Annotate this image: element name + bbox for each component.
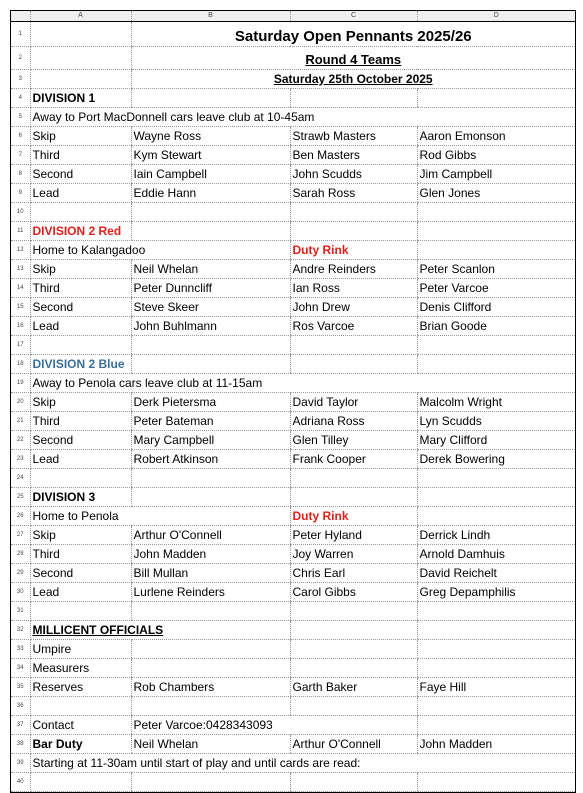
row-number: 27 (11, 526, 30, 545)
position-cell[interactable]: Lead (30, 184, 131, 203)
column-header-a[interactable]: A (30, 11, 131, 22)
cell[interactable] (417, 640, 575, 659)
cell[interactable] (290, 488, 417, 507)
player-cell[interactable]: David Taylor (290, 393, 417, 412)
row-number: 28 (11, 545, 30, 564)
row-number: 32 (11, 621, 30, 640)
row-number: 15 (11, 298, 30, 317)
cell[interactable] (417, 602, 575, 621)
player-cell[interactable]: Aaron Emonson (417, 127, 575, 146)
player-cell[interactable]: Iain Campbell (131, 165, 290, 184)
player-cell[interactable]: Steve Skeer (131, 298, 290, 317)
player-cell[interactable]: Ben Masters (290, 146, 417, 165)
row-number: 4 (11, 89, 30, 108)
row-number: 31 (11, 602, 30, 621)
player-cell[interactable]: Brian Goode (417, 317, 575, 336)
row-number: 34 (11, 659, 30, 678)
player-cell[interactable]: Mary Campbell (131, 431, 290, 450)
round-heading[interactable]: Round 4 Teams (131, 47, 575, 70)
column-header-d[interactable]: D (417, 11, 575, 22)
position-cell[interactable]: Third (30, 279, 131, 298)
player-cell[interactable]: Andre Reinders (290, 260, 417, 279)
player-cell[interactable]: Jim Campbell (417, 165, 575, 184)
row-number: 6 (11, 127, 30, 146)
player-cell[interactable]: John Scudds (290, 165, 417, 184)
position-cell[interactable]: Second (30, 564, 131, 583)
player-cell[interactable]: Glen Tilley (290, 431, 417, 450)
row-number: 5 (11, 108, 30, 127)
bar-duty-times[interactable]: Starting at 11-30am until start of play and until cards are read: (30, 754, 575, 773)
row-number: 1 (11, 22, 30, 47)
row-number: 2 (11, 47, 30, 70)
row-number: 22 (11, 431, 30, 450)
player-cell[interactable]: Greg Depamphilis (417, 583, 575, 602)
row-number: 35 (11, 678, 30, 697)
cell[interactable] (30, 47, 131, 70)
player-cell[interactable]: Peter Bateman (131, 412, 290, 431)
position-cell[interactable]: Second (30, 165, 131, 184)
officials-heading[interactable]: MILLICENT OFFICIALS (30, 621, 290, 640)
cell[interactable] (290, 640, 417, 659)
player-cell[interactable]: Peter Dunncliff (131, 279, 290, 298)
row-number: 38 (11, 735, 30, 754)
cell[interactable] (290, 773, 417, 792)
row-number: 7 (11, 146, 30, 165)
row-number: 12 (11, 241, 30, 260)
cell[interactable] (30, 70, 131, 89)
row-number: 26 (11, 507, 30, 526)
duty-rink-label[interactable]: Duty Rink (290, 241, 417, 260)
row-number: 21 (11, 412, 30, 431)
player-cell[interactable]: Peter Scanlon (417, 260, 575, 279)
cell[interactable] (417, 203, 575, 222)
cell[interactable] (131, 336, 290, 355)
row-number: 30 (11, 583, 30, 602)
row-number: 39 (11, 754, 30, 773)
position-cell[interactable]: Lead (30, 583, 131, 602)
player-cell[interactable]: Arthur O'Connell (131, 526, 290, 545)
division-2-red-heading[interactable]: DIVISION 2 Red (30, 222, 131, 241)
sheet-title[interactable]: Saturday Open Pennants 2025/26 (131, 22, 575, 47)
cell[interactable] (417, 488, 575, 507)
row-number: 8 (11, 165, 30, 184)
row-number: 37 (11, 716, 30, 735)
player-cell[interactable]: Mary Clifford (417, 431, 575, 450)
cell[interactable] (131, 773, 290, 792)
cell[interactable] (417, 507, 575, 526)
contact-label[interactable]: Contact (30, 716, 131, 735)
player-cell[interactable]: Wayne Ross (131, 127, 290, 146)
cell[interactable] (131, 89, 290, 108)
player-cell[interactable]: Adriana Ross (290, 412, 417, 431)
cell[interactable] (417, 469, 575, 488)
position-cell[interactable]: Skip (30, 127, 131, 146)
player-cell[interactable]: Derrick Lindh (417, 526, 575, 545)
cell[interactable] (131, 203, 290, 222)
row-number: 20 (11, 393, 30, 412)
player-cell[interactable]: John Buhlmann (131, 317, 290, 336)
player-cell[interactable]: Derek Bowering (417, 450, 575, 469)
player-cell[interactable]: Bill Mullan (131, 564, 290, 583)
player-cell[interactable]: John Madden (131, 545, 290, 564)
player-cell[interactable]: Rob Chambers (131, 678, 290, 697)
match-date[interactable]: Saturday 25th October 2025 (131, 70, 575, 89)
row-number: 33 (11, 640, 30, 659)
cell[interactable] (417, 773, 575, 792)
column-header-b[interactable]: B (131, 11, 290, 22)
player-cell[interactable]: Arnold Damhuis (417, 545, 575, 564)
team-sheet-table (11, 10, 575, 792)
cell[interactable] (290, 602, 417, 621)
cell[interactable] (131, 697, 290, 716)
cell[interactable] (290, 659, 417, 678)
row-number: 11 (11, 222, 30, 241)
player-cell[interactable]: Peter Varcoe (417, 279, 575, 298)
cell[interactable] (290, 336, 417, 355)
spreadsheet (10, 10, 576, 793)
player-cell[interactable]: Ian Ross (290, 279, 417, 298)
player-cell[interactable]: David Reichelt (417, 564, 575, 583)
player-cell[interactable]: Malcolm Wright (417, 393, 575, 412)
division-2-blue-heading[interactable]: DIVISION 2 Blue (30, 355, 131, 374)
row-number: 19 (11, 374, 30, 393)
row-number: 29 (11, 564, 30, 583)
cell[interactable] (30, 22, 131, 47)
player-cell[interactable]: Eddie Hann (131, 184, 290, 203)
select-all-corner[interactable] (11, 11, 30, 22)
cell[interactable] (30, 773, 131, 792)
cell[interactable] (290, 697, 417, 716)
player-cell[interactable]: Faye Hill (417, 678, 575, 697)
cell[interactable] (131, 659, 290, 678)
player-cell[interactable]: Neil Whelan (131, 735, 290, 754)
cell[interactable] (417, 241, 575, 260)
cell[interactable] (131, 488, 290, 507)
player-cell[interactable]: Lurlene Reinders (131, 583, 290, 602)
cell[interactable] (290, 203, 417, 222)
player-cell[interactable]: Neil Whelan (131, 260, 290, 279)
cell[interactable] (131, 222, 290, 241)
cell[interactable] (30, 602, 131, 621)
umpire-label[interactable]: Umpire (30, 640, 131, 659)
column-header-row (11, 11, 575, 22)
cell[interactable] (417, 621, 575, 640)
cell[interactable] (417, 355, 575, 374)
position-cell[interactable]: Skip (30, 526, 131, 545)
row-number: 14 (11, 279, 30, 298)
row-number: 18 (11, 355, 30, 374)
player-cell[interactable]: Joy Warren (290, 545, 417, 564)
division-2-red-note[interactable]: Home to Kalangadoo (30, 241, 290, 260)
position-cell[interactable]: Skip (30, 393, 131, 412)
player-cell[interactable]: Peter Hyland (290, 526, 417, 545)
division-3-heading[interactable]: DIVISION 3 (30, 488, 131, 507)
position-cell[interactable]: Skip (30, 260, 131, 279)
position-cell[interactable]: Lead (30, 317, 131, 336)
cell[interactable] (30, 203, 131, 222)
row-number: 9 (11, 184, 30, 203)
cell[interactable] (417, 716, 575, 735)
cell[interactable] (417, 697, 575, 716)
position-cell[interactable]: Third (30, 545, 131, 564)
player-cell[interactable]: Strawb Masters (290, 127, 417, 146)
reserves-label[interactable]: Reserves (30, 678, 131, 697)
player-cell[interactable]: Rod Gibbs (417, 146, 575, 165)
position-cell[interactable]: Second (30, 431, 131, 450)
cell[interactable] (290, 621, 417, 640)
cell[interactable] (131, 602, 290, 621)
player-cell[interactable]: Kym Stewart (131, 146, 290, 165)
cell[interactable] (290, 89, 417, 108)
cell[interactable] (290, 469, 417, 488)
player-cell[interactable]: Sarah Ross (290, 184, 417, 203)
cell[interactable] (30, 336, 131, 355)
cell[interactable] (131, 355, 290, 374)
player-cell[interactable]: John Drew (290, 298, 417, 317)
position-cell[interactable]: Third (30, 146, 131, 165)
cell[interactable] (290, 222, 417, 241)
player-cell[interactable]: Frank Cooper (290, 450, 417, 469)
row-number: 10 (11, 203, 30, 222)
player-cell[interactable]: John Madden (417, 735, 575, 754)
player-cell[interactable]: Chris Earl (290, 564, 417, 583)
player-cell[interactable]: Glen Jones (417, 184, 575, 203)
player-cell[interactable]: Carol Gibbs (290, 583, 417, 602)
player-cell[interactable]: Denis Clifford (417, 298, 575, 317)
player-cell[interactable]: Garth Baker (290, 678, 417, 697)
row-number: 24 (11, 469, 30, 488)
division-2-blue-note[interactable]: Away to Penola cars leave club at 11-15am (30, 374, 575, 393)
position-cell[interactable]: Third (30, 412, 131, 431)
row-number: 3 (11, 70, 30, 89)
division-3-note[interactable]: Home to Penola (30, 507, 290, 526)
bar-duty-label[interactable]: Bar Duty (30, 735, 131, 754)
measurers-label[interactable]: Measurers (30, 659, 131, 678)
player-cell[interactable]: Arthur O'Connell (290, 735, 417, 754)
duty-rink-label[interactable]: Duty Rink (290, 507, 417, 526)
player-cell[interactable]: Robert Atkinson (131, 450, 290, 469)
cell[interactable] (417, 659, 575, 678)
division-1-heading[interactable]: DIVISION 1 (30, 89, 131, 108)
player-cell[interactable]: Lyn Scudds (417, 412, 575, 431)
row-number: 25 (11, 488, 30, 507)
cell[interactable] (131, 640, 290, 659)
row-number: 16 (11, 317, 30, 336)
cell[interactable] (290, 355, 417, 374)
cell[interactable] (30, 697, 131, 716)
contact-value[interactable]: Peter Varcoe:0428343093 (131, 716, 417, 735)
row-number: 23 (11, 450, 30, 469)
cell[interactable] (30, 469, 131, 488)
row-number: 36 (11, 697, 30, 716)
column-header-c[interactable]: C (290, 11, 417, 22)
cell[interactable] (417, 222, 575, 241)
position-cell[interactable]: Lead (30, 450, 131, 469)
row-number: 40 (11, 773, 30, 792)
cell[interactable] (131, 469, 290, 488)
player-cell[interactable]: Ros Varcoe (290, 317, 417, 336)
cell[interactable] (417, 89, 575, 108)
cell[interactable] (417, 336, 575, 355)
position-cell[interactable]: Second (30, 298, 131, 317)
row-number: 17 (11, 336, 30, 355)
player-cell[interactable]: Derk Pietersma (131, 393, 290, 412)
division-1-note[interactable]: Away to Port MacDonnell cars leave club at 10-45am (30, 108, 575, 127)
row-number: 13 (11, 260, 30, 279)
